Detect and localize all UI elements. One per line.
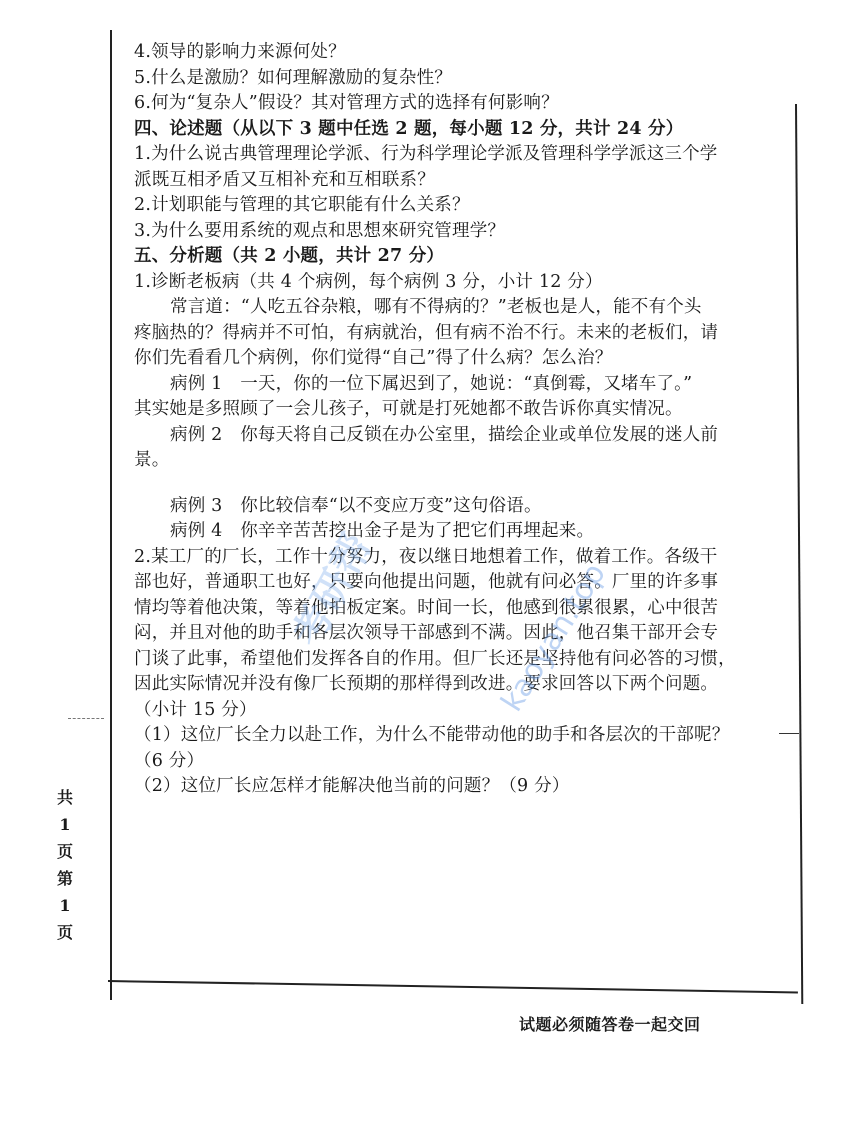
page-label-char: 1: [59, 896, 71, 915]
question-5-1-intro-line1: 常言道：“人吃五谷杂粮，哪有不得病的？”老板也是人，能不有个头: [170, 297, 702, 317]
question-5-2-sub2: （2）这位厂长应怎样才能解决他当前的问题？（9 分）: [134, 776, 570, 796]
page-count-label: [55, 784, 75, 946]
case-4: 病例 4 你辛辛苦苦挖出金子是为了把它们再埋起来。: [170, 521, 595, 541]
question-3-5: 5.什么是激励？如何理解激励的复杂性？: [134, 67, 452, 88]
page-label-char: 页: [56, 842, 73, 861]
page-label-char: 1: [59, 815, 71, 834]
question-5-2-subtotal: （小计 15 分）: [134, 699, 257, 720]
question-5-2-line1: 2.某工厂的厂长，工作十分努力，夜以继日地想着工作，做着工作。各级干: [134, 546, 718, 567]
question-5-1-title: 1.诊断老板病（共 4 个病例，每个病例 3 分，小计 12 分）: [134, 271, 603, 292]
section-5-heading: 五、分析题（共 2 小题，共计 27 分）: [134, 246, 445, 266]
page-label-char: 共: [56, 788, 73, 807]
binding-cut-line: [68, 718, 104, 719]
section-4-heading: 四、论述题（从以下 3 题中任选 2 题，每小题 12 分，共计 24 分）: [134, 118, 684, 139]
question-5-2-line4: 闷，并且对他的助手和各层次领导干部感到不满。因此，他召集干部开会专: [134, 623, 719, 643]
watermark-text: 考研帮: [284, 526, 382, 654]
question-5-2-line2: 部也好，普通职工也好，只要向他提出问题，他就有问必答。厂里的许多事: [134, 572, 719, 592]
question-5-1-intro-line2: 疼脑热的？得病并不可怕，有病就治，但有病不治不行。未来的老板们，请: [134, 322, 719, 343]
watermark-url: kaoyan.top: [494, 557, 613, 718]
exam-frame-right-border: [795, 104, 803, 1004]
question-3-6: 6.何为“复杂人”假设？其对管理方式的选择有何影响？: [134, 93, 559, 113]
case-1-line1: 病例 1 一天，你的一位下属迟到了，她说：“真倒霉，又堵车了。”: [170, 373, 693, 394]
question-4-2: 2.计划职能与管理的其它职能有什么关系？: [134, 195, 470, 215]
exam-frame-bottom-border: [108, 980, 798, 993]
case-2-line1: 病例 2 你每天将自己反锁在办公室里，描绘企业或单位发展的迷人前: [170, 424, 719, 445]
case-3: 病例 3 你比较信奉“以不变应万变”这句俗语。: [170, 495, 542, 516]
question-4-1-line1: 1.为什么说古典管理理论学派、行为科学理论学派及管理科学学派这三个学: [134, 144, 718, 164]
question-5-2-sub1-line1: （1）这位厂长全力以赴工作，为什么不能带动他的助手和各层次的干部呢？: [134, 725, 730, 745]
question-3-4: 4.领导的影响力来源何处？: [134, 42, 346, 62]
question-5-2-line3: 情均等着他决策，等着他拍板定案。时间一长，他感到很累很累，心中很苦: [134, 597, 719, 618]
question-5-2-sub1-line2: （6 分）: [134, 750, 205, 771]
question-5-2-line5: 门谈了此事，希望他们发挥各自的作用。但厂长还是坚持他有问必答的习惯，: [134, 648, 736, 669]
page-label-char: 第: [56, 869, 73, 888]
exam-content: [134, 40, 784, 800]
case-1-line2: 其实她是多照顾了一会儿孩子，可就是打死她都不敢告诉你真实情况。: [134, 399, 683, 419]
question-4-1-line2: 派既互相矛盾又互相补充和互相联系？: [134, 169, 435, 190]
question-5-1-intro-line3: 你们先看看几个病例，你们觉得“自己”得了什么病？怎么治？: [134, 348, 613, 368]
footer-note: 试题必须随答卷一起交回: [519, 1015, 701, 1034]
question-5-2-line6: 因此实际情况并没有像厂长预期的那样得到改进。要求回答以下两个问题。: [134, 674, 719, 694]
question-4-3: 3.为什么要用系统的观点和思想來研究管理学？: [134, 220, 506, 241]
case-2-line2: 景。: [134, 450, 170, 470]
page-label-char: 页: [56, 923, 73, 942]
